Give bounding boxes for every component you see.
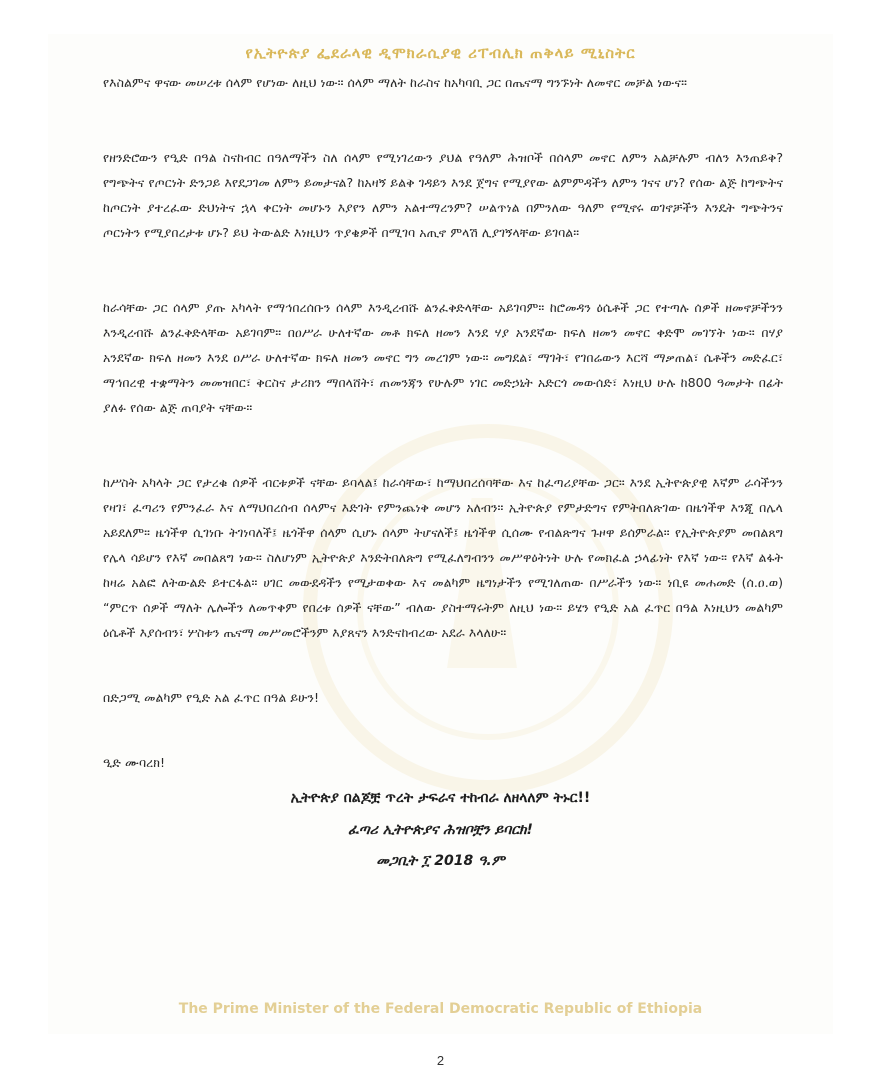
letterhead-title: የኢትዮጵያ ፌደራላዊ ዲሞክራሲያዊ ሪፐብሊክ ጠቅላይ ሚኒስትር — [245, 44, 636, 62]
paragraph: የእስልምና ዋናው መሠረቱ ሰላም የሆነው ለዚህ ነው። ሰላም ማለት ከራስና ከአካባቢ ጋር በጤናማ ግንኙነት ለመኖር መቻል ነውና። — [103, 75, 687, 90]
closing-motto: ኢትዮጵያ በልጆቿ ጥረት ታፍራና ተከብራ ለዘላለም ትኑር!! — [290, 790, 591, 806]
letter-body — [103, 70, 783, 825]
paragraph: የዘንድሮውን የዒድ በዓል ስናከብር በዓለማችን ስለ ሰላም የሚነገረውን ያህል የዓለም ሕዝቦች በሰላም መኖር ለምን አልቻሉም ብለን እንጠይቅ? የግጭትና የጦርነት ድንጋይ እየደጋገመ ለምን ይመታናል? ከአዛኝ ይልቅ ገዳይን እንደ ጀግና የሚያየው ልምምዳችን ለምን ገናና ሆነ? የሰው ልጅ ከግጭትና ከጦርነት ያተረፈው ድህነትና ኋላ ቀርነት መሆኑን እያየን ለምን አልተማረንም? ሠልጥነል በምንለው ዓለም የሚኖሩ ወገኖቻችን እንዴት ግጭትንና ጦርነትን የሚያበረታቱ ሆኑ? ይህ ትውልድ እነዚህን ጥያቄዎች በሚገባ አጢኖ ምላሽ ሊያገኝላቸው ይገባል። — [103, 150, 783, 240]
letter-date: መጋቢት ፲ 2018 ዓ.ም — [376, 853, 505, 869]
closing-blessing: ፈጣሪ ኢትዮጵያና ሕዝቦቿን ይባርክ! — [348, 822, 533, 838]
footer-title: The Prime Minister of the Federal Democratic Republic of Ethiopia — [178, 1001, 703, 1017]
greeting-line: በድጋሚ መልካም የዒድ አል ፈጥር በዓል ይሁን! — [103, 690, 320, 705]
page-number: 2 — [436, 1053, 445, 1068]
eid-mubarak-line: ዒድ ሙባረክ! — [103, 755, 166, 770]
paragraph: ከራሳቸው ጋር ሰላም ያጡ አካላት የማኅበረሰቡን ሰላም እንዲረብሹ ልንፈቅድላቸው አይገባም። ከሮመዳን ዕሴቶች ጋር የተጣሉ ሰዎች ዘመኖቻችንን እንዲረብሹ ልንፈቅድላቸው አይገባም። በዐሥራ ሁለተኛው መቶ ክፍለ ዘመን እንደ ሃያ አንደኛው ክፍለ ዘመን መኖር ቀድሞ መገኘት ነው። በሃያ አንደኛው ክፍለ ዘመን እንደ ዐሥራ ሁለተኛው ክፍለ ዘመን መኖር ግን መረገም ነው። መግደል፣ ማገት፣ የገበሬውን እርሻ ማቃጠል፣ ሴቶችን መድፈር፣ ማኅበረዊ ተቋማትን መመዝበር፣ ቅርስና ታሪክን ማበላሸት፣ ጠመንጃን የሁሉም ነገር መድኃኒት አድርጎ መውሰድ፣ እነዚህ ሁሉ ከ800 ዓመታት በፊት ያለፉ የሰው ልጅ ጠባያት ናቸው። — [103, 300, 783, 415]
paragraph: ከሥስት አካላት ጋር የታረቁ ሰዎች ብርቱዎች ናቸው ይባላል፤ ከራሳቸው፣ ከማህበረሰባቸው እና ከፈጣሪያቸው ጋር። እንደ ኢትዮጵያዊ እኛም ራሳችንን የዛገ፣ ፈጣሪን የምንፈራ እና ለማህበረሰብ ሰላምና እድገት የምንጨነቅ መሆን አለብን። ኢትዮጵያ የምታድግና የምትበለጽገው በዜጎችዋ እንጂ በሌላ አይደለም። ዜጎችዋ ሲገነቡ ትገነባለች፤ ዜጎችዋ ሰላም ሲሆኑ ሰላም ትሆናለች፤ ዜጎችዋ ሲሰሙ የብልጽግና ጉዞዋ ይሰምራል። የኢትዮጵያም መበልጸግ የሌላ ሳይሆን የእኛ መበልጸግ ነው። ስለሆነም ኢትዮጵያ እንድትበለጽግ የሚፈለግብንን መሥዋዕትነት ሁሉ የመክፈል ኃላፊነት የእኛ ነው። የእኛ ልፋት ከዛሬ አልፎ ለትውልድ ይተርፋል። ሀገር መውደዳችን የሚታወቀው እና መልካም ዜግነታችን የሚገለጠው በሥራችን ነው። ነቢዩ መሐመድ (ሰ.ዐ.ወ) “ምርጥ ሰዎች ማለት ሌሎችን ለመጥቀም የበረቱ ሰዎች ናቸው” ብለው ያስተማሩትም ለዚህ ነው። ይሄን የዒድ አል ፈጥር በዓል እነዚህን መልካም ዕሴቶች እያሰብን፣ ሦስቱን ጤናማ መሥመሮችንም እያጸናን እንድናከብረው አደራ እላለሁ። — [103, 475, 783, 640]
